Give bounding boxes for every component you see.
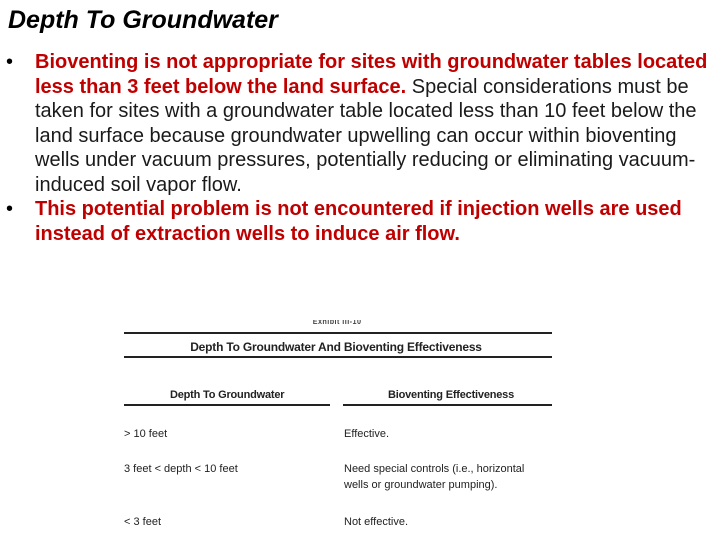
- bullet-emphasis-text: Bioventing is not appropriate for sites with groundwater tables located less than 3 feet below the land surface.: [35, 51, 708, 98]
- table-cell-depth: > 10 feet: [124, 428, 168, 440]
- table-cell-depth: < 3 feet: [124, 516, 162, 528]
- bullet-list: [6, 50, 712, 246]
- bullet-item: [6, 197, 712, 246]
- bullet-text: [35, 51, 707, 196]
- table-top-rule: [124, 332, 552, 334]
- bullet-icon: •: [6, 51, 14, 73]
- column-header-effectiveness: Bioventing Effectiveness: [388, 389, 515, 401]
- table-cell-effectiveness: Effective.: [344, 428, 390, 440]
- bullet-text: This potential problem is not encountered if injection wells are used instead of extraction wells to induce air flow.: [35, 198, 682, 245]
- table-cell-depth: 3 feet < depth < 10 feet: [124, 463, 238, 475]
- column-header-depth: Depth To Groundwater: [170, 389, 285, 401]
- bullet-plain-text: Special considerations must be taken for sites with a groundwater table located less than 10 feet below the land surface because groundwater upwelling can occur within bioventing wells under vacuum pressures, potentially reducing or eliminating vacuum-induced soil vapor flow.: [35, 75, 697, 196]
- bullet-item: [6, 50, 712, 197]
- column-header-rule-left: [124, 404, 330, 406]
- table-cell-effectiveness: Need special controls (i.e., horizontal wells or groundwater pumping).: [344, 463, 525, 491]
- exhibit-title: Depth To Groundwater And Bioventing Effectiveness: [190, 340, 482, 354]
- bullet-icon: •: [6, 198, 14, 220]
- exhibit-label: Exhibit III-10: [312, 320, 362, 326]
- table-cell-effectiveness: Not effective.: [344, 516, 408, 528]
- table-title-rule: [124, 356, 552, 358]
- exhibit-table: [120, 320, 552, 532]
- slide-title: Depth To Groundwater: [8, 6, 278, 34]
- column-header-rule-right: [343, 404, 552, 406]
